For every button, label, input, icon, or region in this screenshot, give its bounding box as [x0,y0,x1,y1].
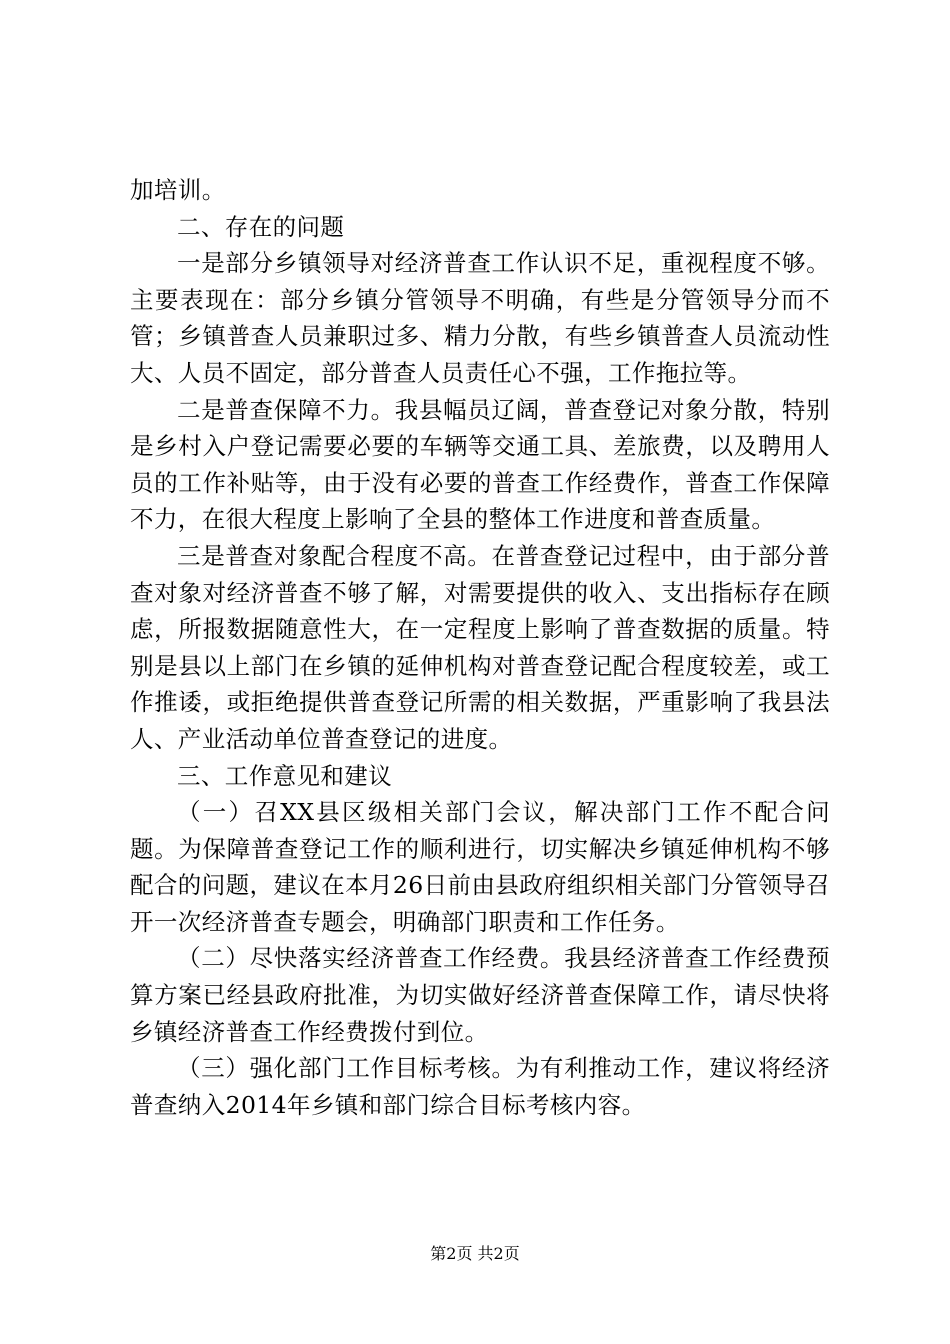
section-heading-problems: 二、存在的问题 [177,212,345,241]
page-number-label: 第2页 共2页 [430,1244,520,1263]
paragraph-problem-3: 三是普查对象配合程度不高。在普查登记过程中，由于部分普查对象对经济普查不够了解，对需要提供的收入、支出指标存在顾虑，所报数据随意性大，在一定程度上影响了普查数据的质量。特别是县以上部门在乡镇的延伸机构对普查登记配合程度较差，或工作推诿，或拒绝提供普查登记所需的相关数据，严重影响了我县法人、产业活动单位普查登记的进度。 [130,541,830,753]
paragraph-continuation: 加培训。 [130,176,226,204]
paragraph-suggestion-3: （三）强化部门工作目标考核。为有利推动工作，建议将经济普查纳入2014年乡镇和部门综合目标考核内容。 [130,1054,830,1119]
paragraph-problem-1: 一是部分乡镇领导对经济普查工作认识不足，重视程度不够。主要表现在：部分乡镇分管领导不明确，有些是分管领导分而不管；乡镇普查人员兼职过多、精力分散，有些乡镇普查人员流动性大、人员不固定，部分普查人员责任心不强，工作拖拉等。 [130,249,830,387]
section-heading-suggestions: 三、工作意见和建议 [177,761,393,790]
paragraph-problem-2: 二是普查保障不力。我县幅员辽阔，普查登记对象分散，特别是乡村入户登记需要必要的车辆等交通工具、差旅费，以及聘用人员的工作补贴等，由于没有必要的普查工作经费作，普查工作保障不力，在很大程度上影响了全县的整体工作进度和普查质量。 [130,395,830,534]
document-body [130,172,830,1123]
page-footer [0,1244,950,1264]
paragraph-suggestion-1: （一）召XX县区级相关部门会议，解决部门工作不配合问题。为保障普查登记工作的顺利进行，切实解决乡镇延伸机构不够配合的问题，建议在本月26日前由县政府组织相关部门分管领导召开一次经济普查专题会，明确部门职责和工作任务。 [130,798,830,936]
paragraph-suggestion-2: （二）尽快落实经济普查工作经费。我县经济普查工作经费预算方案已经县政府批准，为切实做好经济普查保障工作，请尽快将乡镇经济普查工作经费拨付到位。 [130,944,830,1046]
